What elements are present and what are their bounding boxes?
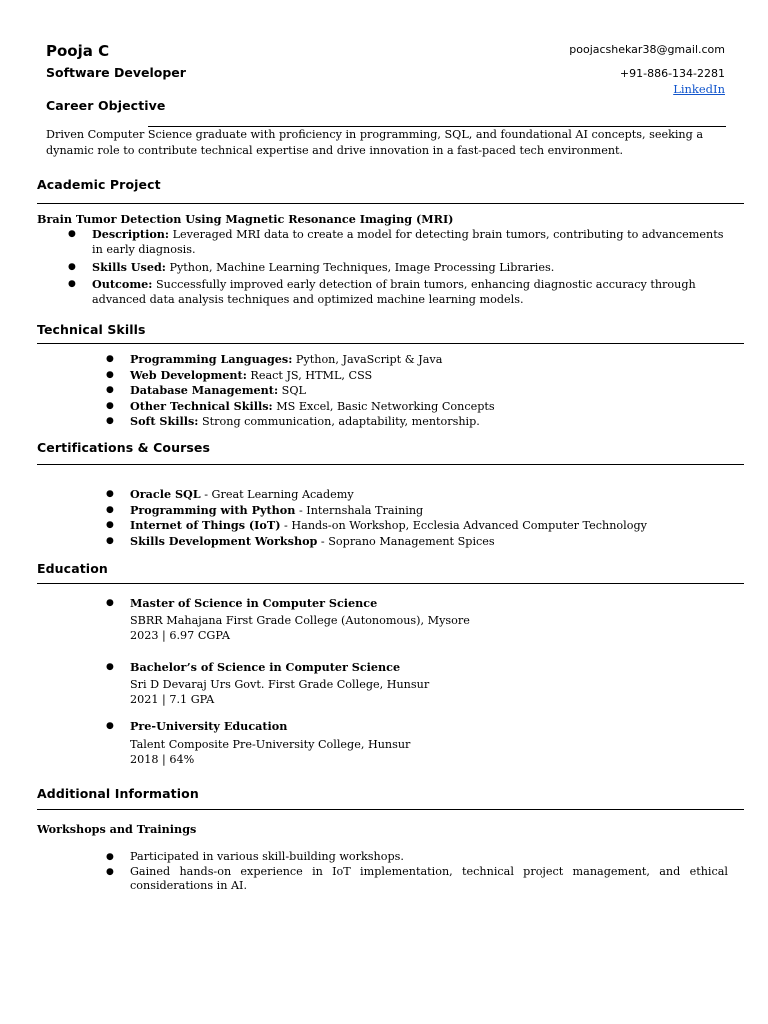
- item-text: - Soprano Management Spices: [317, 534, 495, 548]
- contact-email: poojacshekar38@gmail.com: [569, 43, 725, 56]
- institution-name: Sri D Devaraj Urs Govt. First Grade College, Hunsur: [130, 677, 430, 691]
- item-text: Strong communication, adaptability, mentorship.: [198, 415, 480, 428]
- section-heading-education: Education: [37, 561, 108, 576]
- subheading-workshops: Workshops and Trainings: [37, 822, 197, 836]
- item-label: Programming Languages:: [130, 352, 293, 366]
- project-title: Brain Tumor Detection Using Magnetic Resonance Imaging (MRI): [37, 212, 454, 226]
- list-item: [106, 398, 730, 415]
- section-heading-technical-skills: Technical Skills: [37, 322, 146, 337]
- item-text: - Great Learning Academy: [200, 488, 354, 501]
- contact-phone: +91-886-134-2281: [619, 67, 725, 80]
- institution-name: Talent Composite Pre-University College, Hunsur: [130, 737, 411, 751]
- education-detail: 2023 | 6.97 CGPA: [130, 629, 230, 642]
- bullet-icon: ●: [106, 504, 114, 515]
- certifications-list: [106, 487, 740, 549]
- bullet-icon: ●: [106, 598, 114, 608]
- degree-title: Master of Science in Computer Science: [130, 596, 378, 610]
- education-detail: 2021 | 7.1 GPA: [130, 693, 215, 706]
- linkedin-link[interactable]: LinkedIn: [673, 82, 725, 96]
- candidate-title: Software Developer: [46, 65, 186, 80]
- education-entry: [106, 719, 730, 768]
- bullet-icon: ●: [106, 535, 114, 546]
- item-label: Other Technical Skills:: [130, 398, 273, 413]
- item-text: Successfully improved early detection of brain tumors, enhancing diagnostic accuracy through advanced data analysis techniques and optimized machine learning models.: [92, 278, 696, 306]
- list-item: [68, 277, 732, 307]
- item-label: Oracle SQL: [130, 487, 201, 501]
- item-text: Participated in various skill-building workshops.: [130, 850, 404, 863]
- technical-skills-list: [106, 352, 730, 430]
- list-item: [106, 383, 730, 399]
- bullet-icon: ●: [68, 279, 76, 289]
- item-label: Soft Skills:: [130, 414, 199, 428]
- bullet-icon: ●: [106, 852, 114, 862]
- list-item: [106, 352, 730, 368]
- bullet-icon: ●: [68, 229, 76, 239]
- list-item: [106, 533, 740, 550]
- bullet-icon: ●: [106, 400, 114, 411]
- item-text: SQL: [278, 384, 306, 397]
- section-divider: [37, 464, 744, 465]
- list-item: [106, 487, 740, 503]
- item-label: Description:: [92, 227, 170, 241]
- list-item: [106, 502, 740, 519]
- item-text: - Hands-on Workshop, Ecclesia Advanced Computer Technology: [280, 519, 647, 532]
- list-item: [106, 850, 728, 865]
- bullet-icon: ●: [106, 385, 114, 395]
- bullet-icon: ●: [106, 721, 114, 731]
- item-label: Internet of Things (IoT): [130, 518, 281, 532]
- institution-name: SBRR Mahajana First Grade College (Autonomous), Mysore: [130, 613, 470, 627]
- section-heading-career-objective: Career Objective: [46, 98, 166, 113]
- section-heading-certifications: Certifications & Courses: [37, 440, 211, 455]
- bullet-icon: ●: [106, 520, 114, 530]
- bullet-icon: ●: [106, 354, 114, 364]
- item-text: - Internshala Training: [295, 503, 424, 517]
- candidate-name: Pooja C: [46, 42, 110, 60]
- section-heading-academic-project: Academic Project: [37, 177, 161, 192]
- list-item: [68, 227, 732, 257]
- education-detail: 2018 | 64%: [130, 753, 195, 766]
- education-entry: [106, 660, 730, 708]
- section-divider: [37, 583, 744, 584]
- list-item: [106, 414, 730, 430]
- list-item: [106, 518, 740, 534]
- section-heading-additional-information: Additional Information: [37, 786, 199, 801]
- item-text: React JS, HTML, CSS: [246, 368, 373, 382]
- list-item: [68, 260, 732, 276]
- item-text: Gained hands-on experience in IoT implementation, technical project management, and ethical considerations in AI.: [130, 864, 728, 892]
- education-entry: [106, 596, 730, 644]
- bullet-icon: ●: [106, 489, 114, 499]
- item-label: Skills Used:: [92, 260, 166, 274]
- item-text: Leveraged MRI data to create a model for detecting brain tumors, contributing to advancements in early diagnosis.: [92, 228, 724, 256]
- item-label: Programming with Python: [130, 502, 296, 517]
- list-item: [106, 367, 730, 384]
- item-text: MS Excel, Basic Networking Concepts: [272, 399, 495, 413]
- bullet-icon: ●: [106, 416, 114, 426]
- project-details-list: [68, 227, 732, 307]
- item-label: Outcome:: [92, 277, 153, 291]
- item-text: Python, Machine Learning Techniques, Image Processing Libraries.: [165, 261, 555, 274]
- bullet-icon: ●: [68, 262, 76, 272]
- section-divider: [37, 343, 744, 344]
- section-divider: [37, 809, 744, 810]
- career-objective-text: Driven Computer Science graduate with proficiency in programming, SQL, and foundational AI concepts, seeking a dynamic role to contribute technical expertise and drive innovation in a fast-paced tech environment.: [46, 128, 704, 157]
- list-item: [106, 864, 728, 894]
- workshops-list: [106, 850, 728, 894]
- degree-title: Bachelor’s of Science in Computer Science: [130, 660, 401, 674]
- bullet-icon: ●: [106, 662, 114, 672]
- bullet-icon: ●: [106, 866, 114, 877]
- item-text: Python, JavaScript & Java: [292, 353, 443, 366]
- bullet-icon: ●: [106, 369, 114, 380]
- section-divider: [37, 203, 744, 204]
- item-label: Skills Development Workshop: [130, 533, 318, 548]
- degree-title: Pre-University Education: [130, 719, 288, 733]
- item-label: Web Development:: [130, 367, 247, 382]
- item-label: Database Management:: [130, 383, 279, 397]
